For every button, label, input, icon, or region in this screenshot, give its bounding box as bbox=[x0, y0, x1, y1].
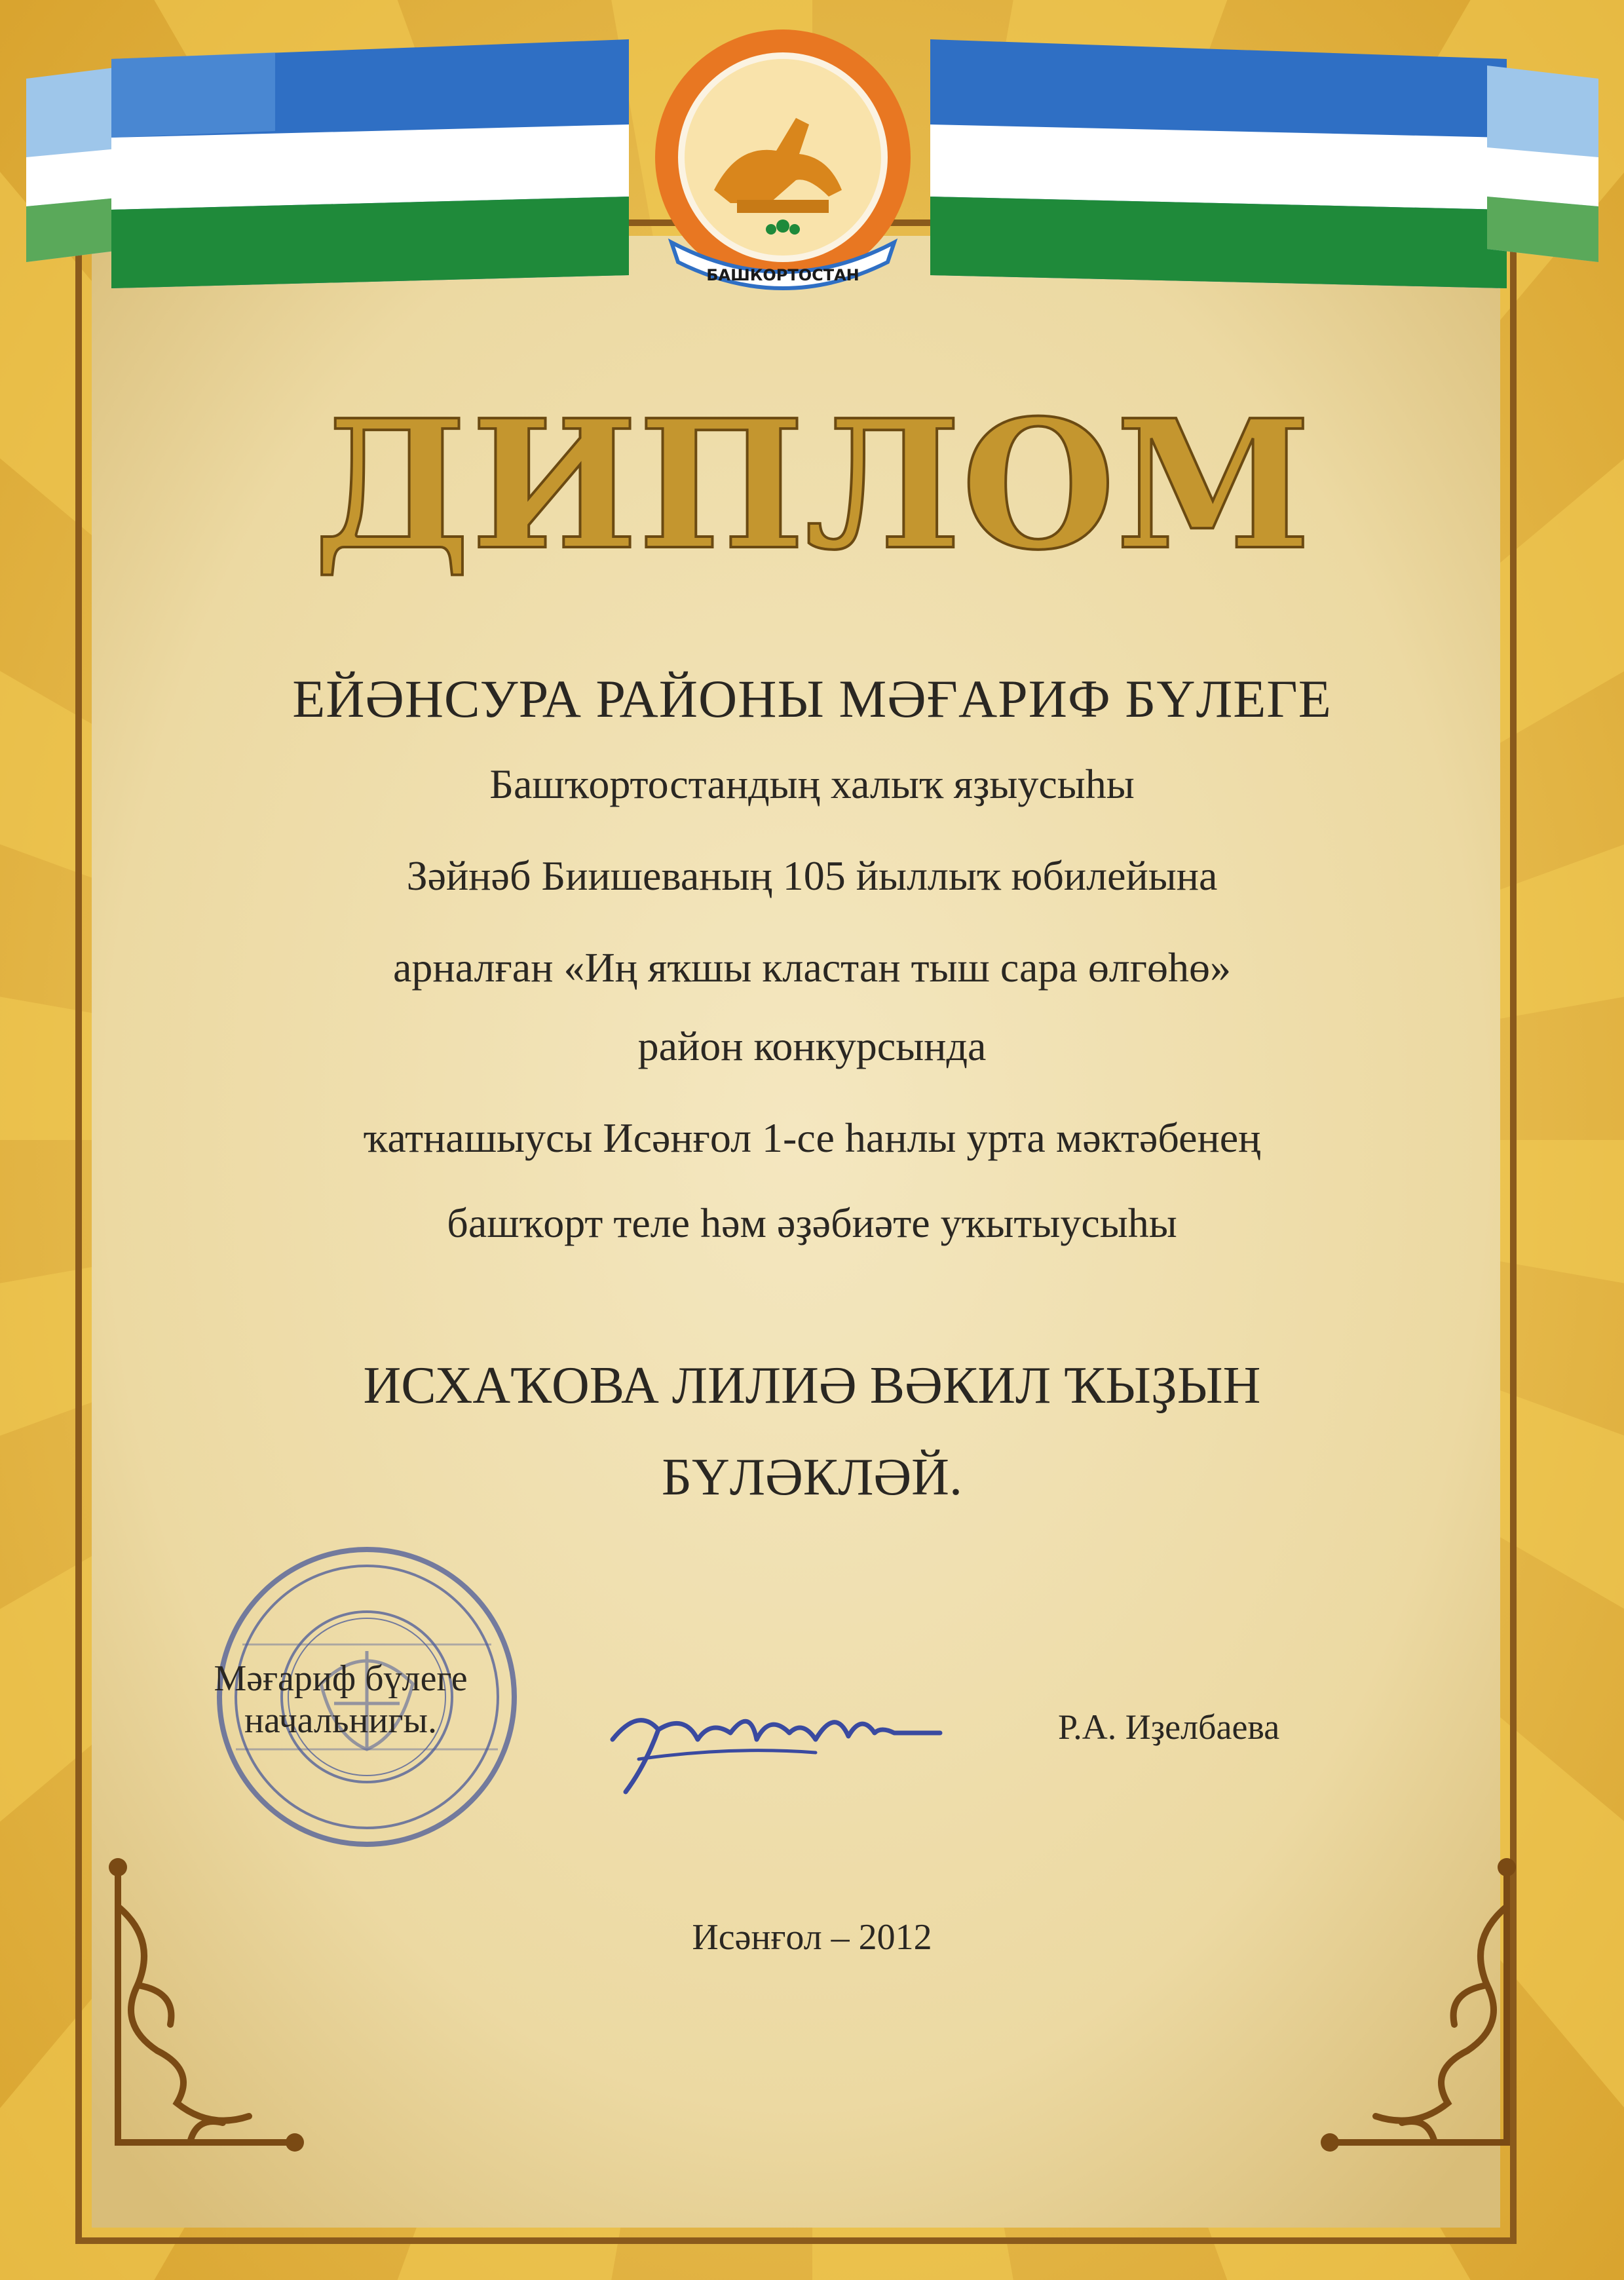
bashkortostan-emblem bbox=[599, 26, 966, 314]
corner-ornament-right bbox=[1317, 1854, 1526, 2156]
body-line: башҡорт теле һәм әҙәбиәте уҡытыусыһы bbox=[447, 1200, 1177, 1246]
body-line: Зәйнәб Биишеваның 105 йыллыҡ юбилейына bbox=[406, 852, 1218, 899]
signatory-position-line: начальнигы. bbox=[244, 1700, 438, 1741]
signatory-position bbox=[197, 1658, 485, 1741]
signatory-name: Р.А. Иҙелбаева bbox=[1058, 1707, 1280, 1747]
handwritten-signature bbox=[599, 1667, 953, 1812]
recipient-line: БҮЛӘКЛӘЙ. bbox=[662, 1449, 962, 1506]
recipient-line: ИСХАҠОВА ЛИЛИӘ ВӘКИЛ ҠЫҘЫН bbox=[363, 1357, 1261, 1415]
body-line: ҡатнашыусы Исәнғол 1-се һанлы урта мәктәбенең bbox=[363, 1114, 1261, 1161]
body-line: район конкурсында bbox=[637, 1023, 987, 1069]
diploma-title bbox=[288, 380, 1336, 596]
place-date: Исәнғол – 2012 bbox=[692, 1917, 932, 1958]
body-line: арналған «Иң яҡшы кластан тыш сара өлгөһө» bbox=[392, 944, 1232, 991]
title-text: ДИПЛОМ bbox=[313, 381, 1312, 589]
signatory-position-line: Мәғариф бүлеге bbox=[214, 1658, 468, 1699]
department-line: ЕЙӘНСУРА РАЙОНЫ МӘҒАРИФ БҮЛЕГЕ bbox=[292, 669, 1332, 729]
emblem-caption: БАШКОРТОСТАН bbox=[706, 266, 859, 284]
corner-ornament-left bbox=[98, 1854, 308, 2156]
body-line: Башҡортостандың халыҡ яҙыусыһы bbox=[489, 761, 1135, 807]
